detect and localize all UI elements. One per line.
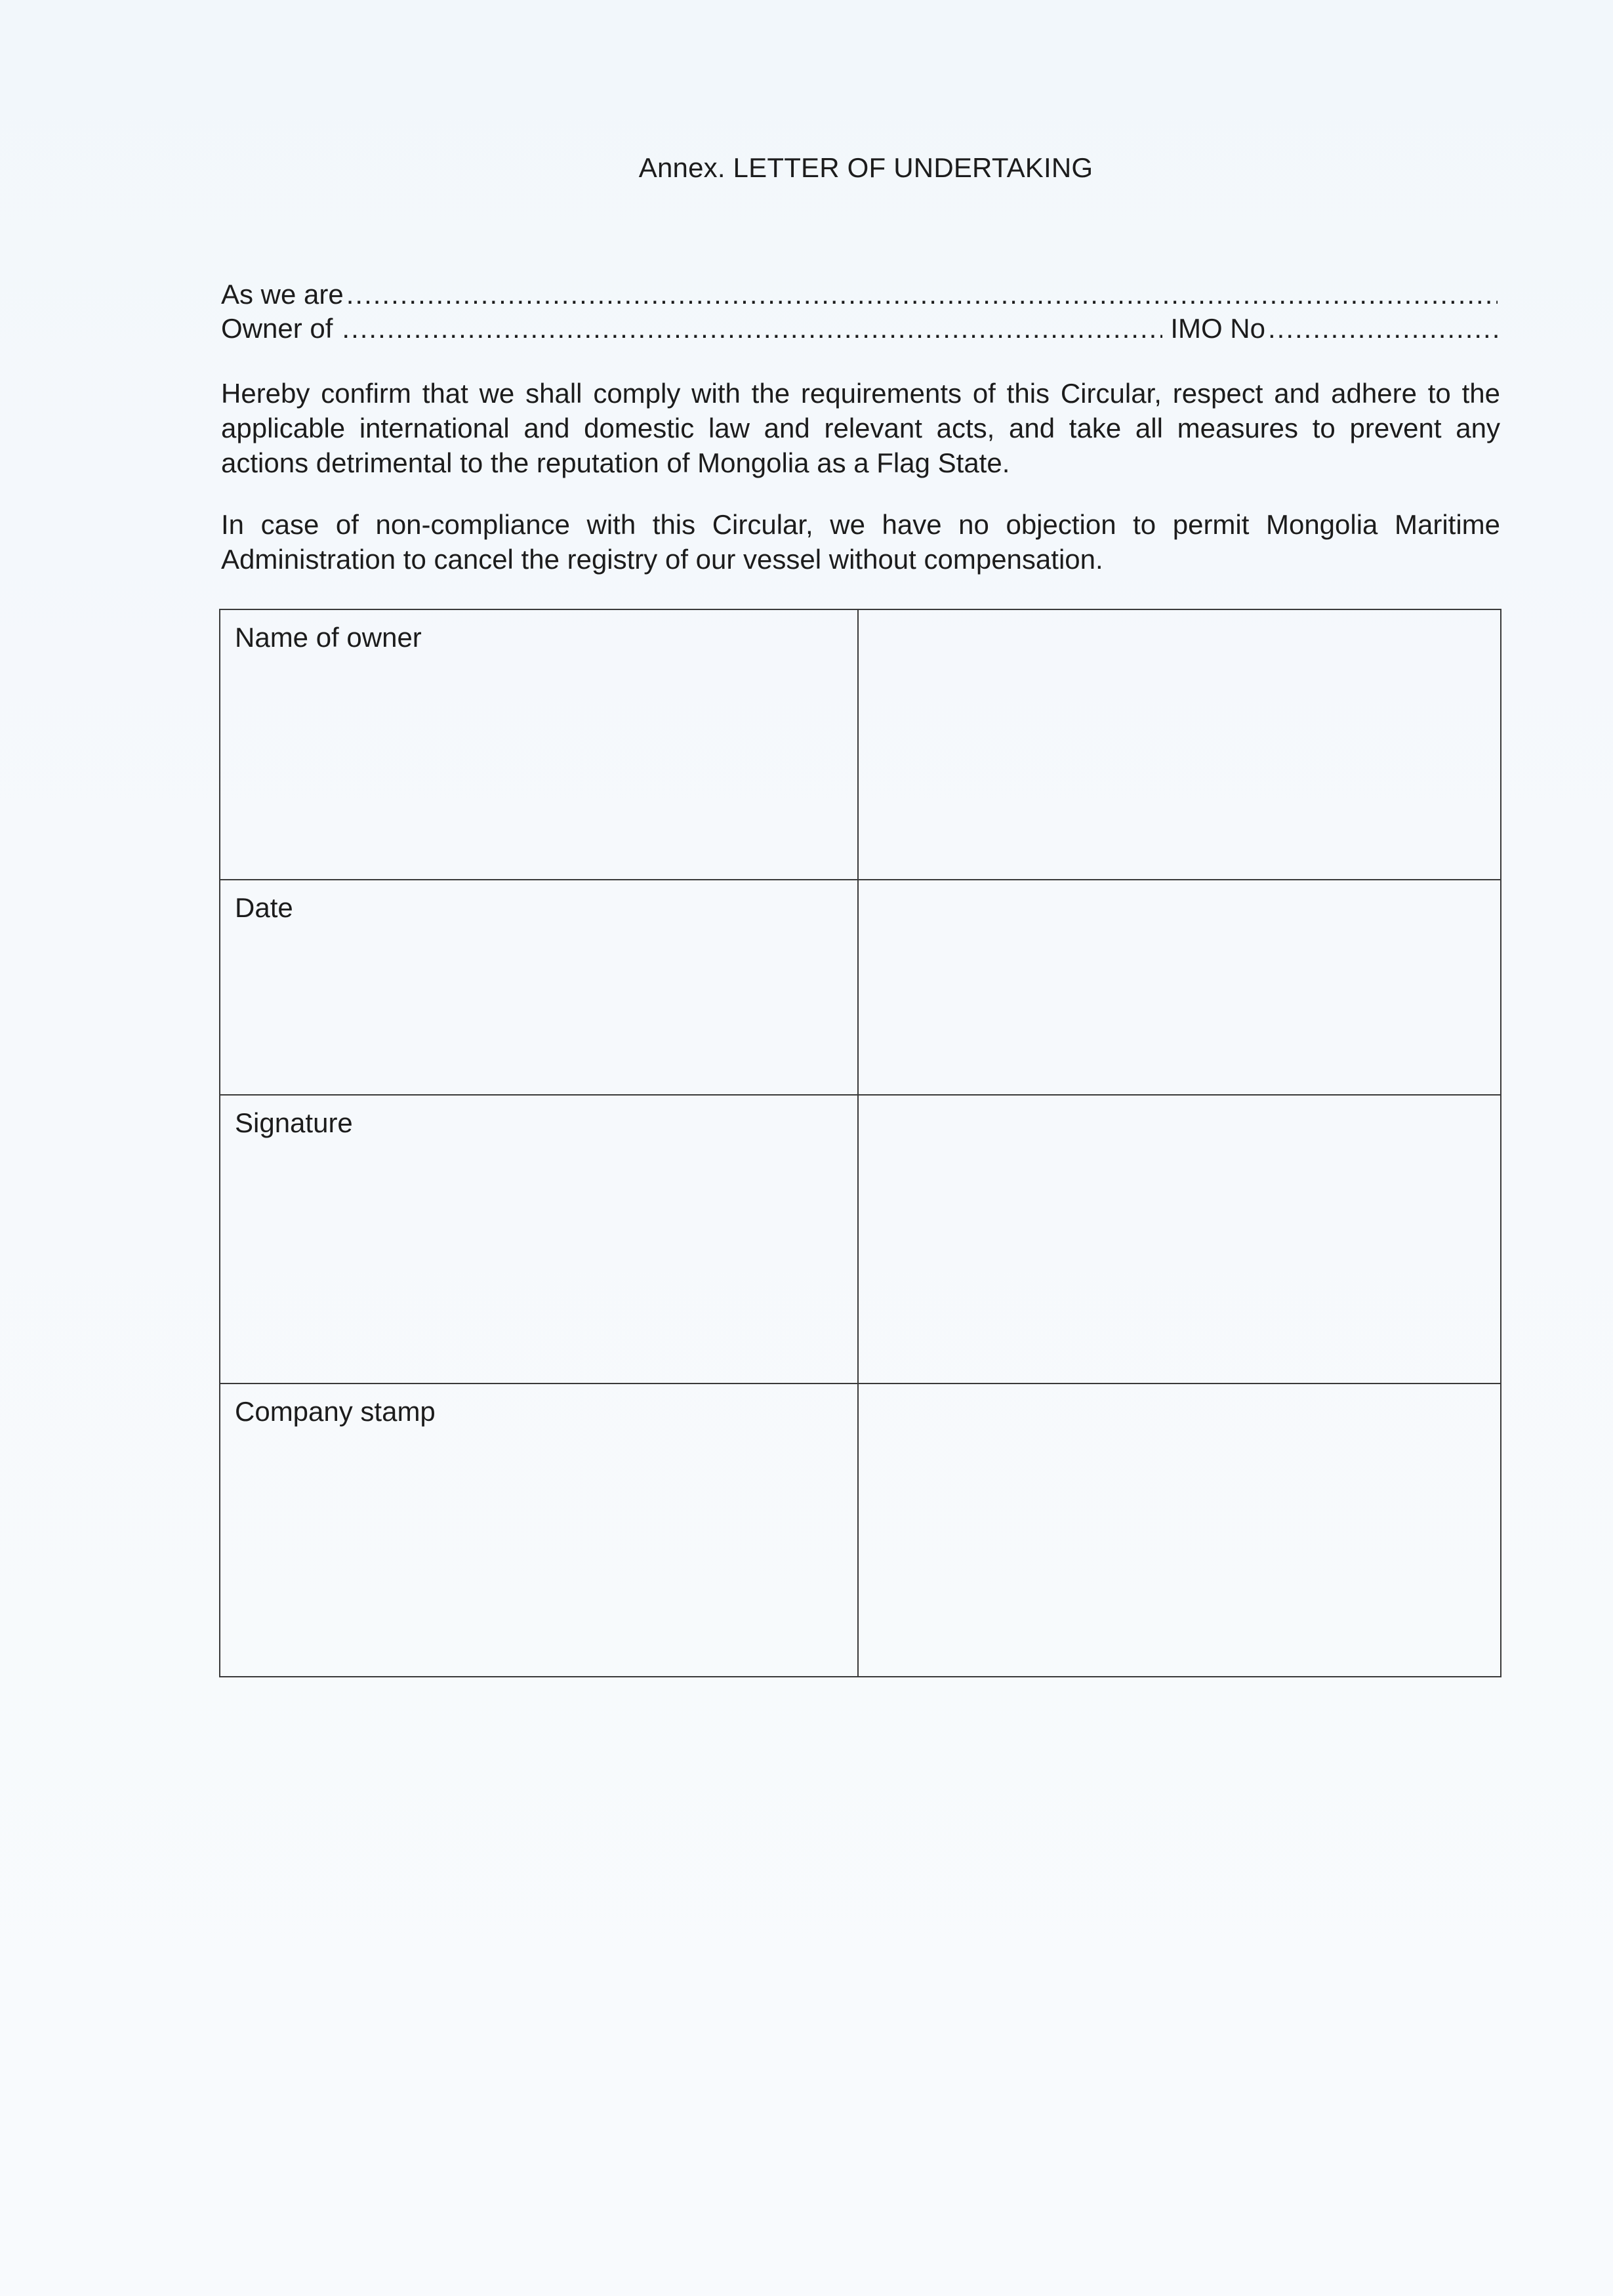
- imo-no-fill-dots[interactable]: [1268, 313, 1498, 344]
- table-row: [220, 1095, 1501, 1384]
- company-stamp-field[interactable]: [858, 1384, 1501, 1677]
- name-of-owner-field[interactable]: [858, 609, 1501, 880]
- document-title: Annex. LETTER OF UNDERTAKING: [638, 152, 1093, 183]
- non-compliance-paragraph: In case of non-compliance with this Circular, we have no objection to permit Mongolia Maritime Administration to cancel the registry of our vessel without compensation.: [221, 509, 1500, 575]
- as-we-are-label: As we are: [221, 279, 344, 310]
- date-field[interactable]: [858, 880, 1501, 1095]
- date-label: Date: [220, 880, 858, 1095]
- compliance-paragraph: Hereby confirm that we shall comply with the requirements of this Circular, respect and adhere to the applicable international and domestic law and relevant acts, and take all measures to prevent any actions detrimental to the reputation of Mongolia as a Flag State.: [221, 378, 1500, 478]
- owner-of-line: [221, 313, 1500, 344]
- as-we-are-line: [221, 279, 1500, 310]
- undertaking-form-table: [219, 609, 1501, 1677]
- imo-no-label: IMO No: [1170, 313, 1265, 344]
- table-row: [220, 609, 1501, 880]
- table-row: [220, 1384, 1501, 1677]
- table-row: [220, 880, 1501, 1095]
- as-we-are-fill-dots[interactable]: [346, 279, 1498, 310]
- company-stamp-label: Company stamp: [220, 1384, 858, 1677]
- owner-of-label: Owner of: [221, 313, 333, 344]
- name-of-owner-label: Name of owner: [220, 609, 858, 880]
- signature-field[interactable]: [858, 1095, 1501, 1384]
- signature-label: Signature: [220, 1095, 858, 1384]
- owner-of-fill-dots[interactable]: [342, 313, 1162, 344]
